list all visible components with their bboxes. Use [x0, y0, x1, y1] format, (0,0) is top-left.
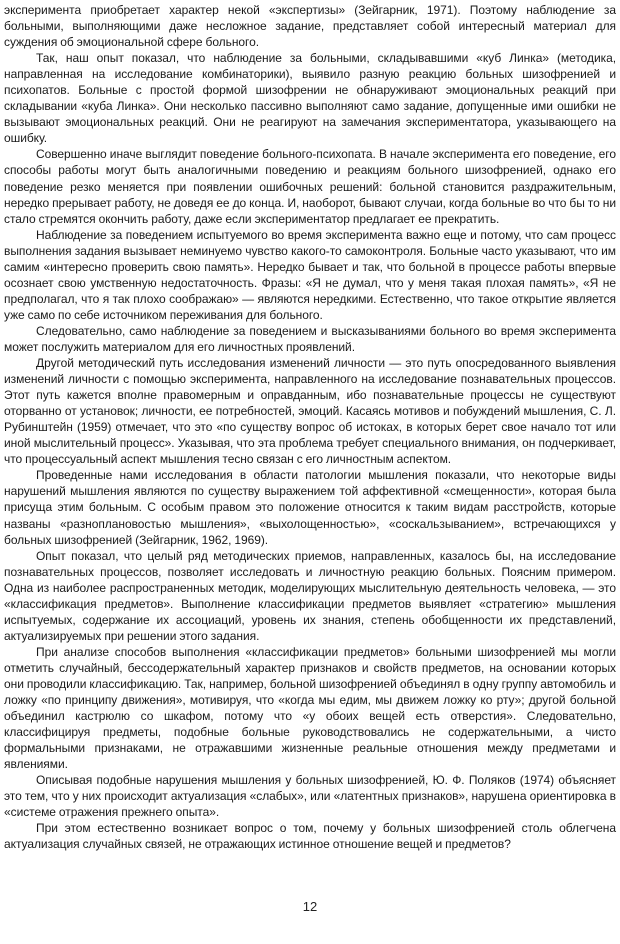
- paragraph-7: Проведенные нами исследования в области патологии мышления показали, что некоторые виды нарушений мышления являются по существу выражением той аффективной «смещенности», которая была присуща этим больным. С особым правом это положение относится к таким видам расстройств, которые названы «разноплановостью мышления», «выхолощенностью», «соскальзыванием», встречающихся у больных шизофренией (Зейгарник, 1962, 1969).: [4, 468, 616, 547]
- paragraph-10: Описывая подобные нарушения мышления у больных шизофренией, Ю. Ф. Поляков (1974) объясняет это тем, что у них происходит актуализация «слабых», или «латентных признаков», нарушена ориентировка в «системе отражения прежнего опыта».: [4, 773, 616, 820]
- paragraph-5: Следовательно, само наблюдение за поведением и высказываниями больного во время эксперимента может послужить материалом для его личностных проявлений.: [4, 323, 616, 354]
- page-number: 12: [302, 899, 318, 914]
- paragraph-9: При анализе способов выполнения «классификации предметов» больными шизофренией мы могли отметить случайный, бессодержательный характер признаков и свойств предметов, на основании которых они проводили классификацию. Так, например, больной шизофренией объединял в одну группу автомобиль и ложку «по принципу движения», мотивируя, что «когда мы едим, мы движем ложку ко рту»; другой больной объединил кастрюлю со шкафом, потому что «у обоих вещей есть отверстия». Следовательно, классифицируя предметы, подобные больные руководствовались не содержательными, а чисто формальными признаками, не отражавшими жизненные реальные отношения между предметами и явлениями.: [4, 644, 616, 772]
- paragraph-8: Опыт показал, что целый ряд методических приемов, направленных, казалось бы, на исследование познавательных процессов, позволяет исследовать и личностную реакцию больных. Поясним примером. Одна из наиболее распространенных методик, моделирующих мыслительную деятельность человека, — это «классификация предметов». Выполнение классификации предметов выявляет «стратегию» мышления испытуемых, содержание их ассоциаций, уровень их знания, степень обобщенности их представлений, актуализируемых при решении этого задания.: [4, 548, 616, 643]
- paragraph-11: При этом естественно возникает вопрос о том, почему у больных шизофренией столь облегчена актуализация случайных связей, не отражающих истинное отношение вещей и предметов?: [4, 821, 616, 852]
- paragraph-4: Наблюдение за поведением испытуемого во время эксперимента важно еще и потому, что сам процесс выполнения задания вызывает неминуемо чувство какого-то самоконтроля. Больные часто указывают, что им самим «интересно проверить свою память». Нередко бывает и так, что больной в процессе работы впервые осознает свою умственную недостаточность. Фразы: «Я не думал, что у меня такая плохая память», «Я не предполагал, что я так плохо соображаю» — являются нередкими. Естественно, что такое открытие является уже само по себе источником переживания для больного.: [4, 227, 616, 322]
- document-page: [4, 2, 616, 852]
- paragraph-1: экспериментa приобретает характер некой «экспертизы» (Зейгарник, 1971). Поэтому наблюдение за больными, выполняющими даже несложное задание, представляет собой интересный материал для суждения об эмоциональной сфере больного.: [4, 3, 616, 50]
- paragraph-3: Совершенно иначе выглядит поведение больного-психопата. В начале эксперимента его поведение, его способы работы могут быть аналогичными поведению и реакциям больного шизофренией, однако его поведение резко меняется при появлении ошибочных решений: больной становится раздражительным, нередко прерывает работу, не доведя ее до конца. И, наоборот, бывают случаи, когда больные во что бы то ни стало стремятся окончить работу, даже если экспериментатор предлагает ее прекратить.: [4, 147, 616, 226]
- paragraph-2: Так, наш опыт показал, что наблюдение за больными, складывавшими «куб Линка» (методика, направленная на исследование комбинаторики), выявило разную реакцию больных шизофренией и психопатов. Больные с простой формой шизофрении не обнаруживают эмоциональных реакций при складывании «куба Линка». Они несколько пассивно выполняют само задание, допущенные ими ошибки не вызывают эмоциональных реакций. Они не реагируют на замечания экспериментатора, указывающего на ошибку.: [4, 51, 616, 146]
- paragraph-6: Другой методический путь исследования изменений личности — это путь опосредованного выявления изменений личности с помощью эксперимента, направленного на исследование познавательных процессов. Этот путь кажется вполне правомерным и оправданным, ибо познавательные процессы не существуют оторванно от установок; личности, ее потребностей, эмоций. Касаясь мотивов и побуждений мышления, С. Л. Рубинштейн (1959) отмечает, что это «по существу вопрос об истоках, в которых берет свое начало тот или иной мыслительный процесс». Указывая, что эта проблема требует специального внимания, он подчеркивает, что процессуальный аспект мышления тесно связан с его личностным аспектом.: [4, 356, 616, 467]
